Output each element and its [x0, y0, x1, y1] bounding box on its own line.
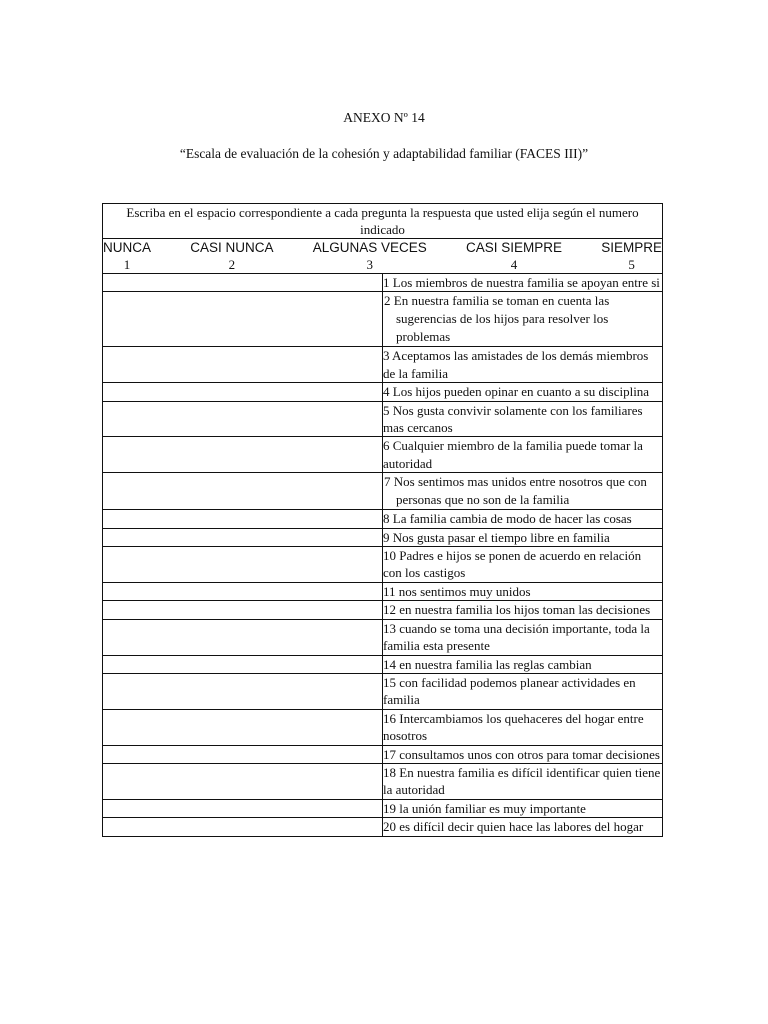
- answer-field[interactable]: [103, 473, 383, 510]
- faces-scale-table: [102, 203, 663, 837]
- response-options: [103, 239, 662, 273]
- answer-field[interactable]: [103, 547, 383, 583]
- item-text: 4 Los hijos pueden opinar en cuanto a su disciplina: [383, 383, 663, 401]
- item-text: 15 con facilidad podemos planear actividades en familia: [383, 673, 663, 709]
- item-text: 3 Aceptamos las amistades de los demás miembros de la familia: [383, 347, 663, 383]
- table-row: [103, 799, 663, 817]
- answer-field[interactable]: [103, 292, 383, 347]
- answer-field[interactable]: [103, 582, 383, 600]
- table-row: [103, 510, 663, 528]
- item-text: 14 en nuestra familia las reglas cambian: [383, 655, 663, 673]
- item-text: 18 En nuestra familia es difícil identificar quien tiene la autoridad: [383, 763, 663, 799]
- table-row: [103, 274, 663, 292]
- instructions-row: [103, 204, 663, 239]
- table-row: [103, 437, 663, 473]
- option-label: CASI SIEMPRE: [465, 240, 563, 255]
- answer-field[interactable]: [103, 528, 383, 546]
- answer-field[interactable]: [103, 709, 383, 745]
- table-row: [103, 655, 663, 673]
- table-row: [103, 401, 663, 437]
- option-label: SIEMPRE: [601, 240, 662, 255]
- answer-field[interactable]: [103, 745, 383, 763]
- answer-field[interactable]: [103, 601, 383, 619]
- option-value: 3: [366, 257, 373, 272]
- option-value: 4: [510, 257, 518, 272]
- answer-field[interactable]: [103, 383, 383, 401]
- item-text: 7 Nos sentimos mas unidos entre nosotros que con personas que no son de la familia: [383, 473, 663, 510]
- answer-field[interactable]: [103, 655, 383, 673]
- table-row: [103, 709, 663, 745]
- table-row: [103, 763, 663, 799]
- answer-field[interactable]: [103, 673, 383, 709]
- option-value: 2: [228, 257, 236, 272]
- answer-field[interactable]: [103, 799, 383, 817]
- option-label: ALGUNAS VECES: [312, 240, 427, 255]
- item-text: 1 Los miembros de nuestra familia se apoyan entre si: [383, 274, 663, 292]
- table-row: [103, 745, 663, 763]
- page-title: ANEXO Nº 14: [343, 110, 425, 125]
- item-text: 19 la unión familiar es muy importante: [383, 799, 663, 817]
- table-row: [103, 673, 663, 709]
- answer-field[interactable]: [103, 510, 383, 528]
- item-text: 17 consultamos unos con otros para tomar decisiones: [383, 745, 663, 763]
- item-text: 8 La familia cambia de modo de hacer las cosas: [383, 510, 663, 528]
- option-value: 5: [628, 257, 635, 272]
- instructions-text: Escriba en el espacio correspondiente a cada pregunta la respuesta que usted elija según el numero indicado: [103, 204, 663, 239]
- options-row: [103, 239, 663, 274]
- table-row: [103, 347, 663, 383]
- option-algunas-veces: [313, 239, 427, 273]
- table-row: [103, 601, 663, 619]
- page-subtitle: “Escala de evaluación de la cohesión y adaptabilidad familiar (FACES III)”: [179, 146, 589, 161]
- item-text: 10 Padres e hijos se ponen de acuerdo en relación con los castigos: [383, 547, 663, 583]
- option-casi-nunca: [190, 239, 273, 273]
- item-text: 13 cuando se toma una decisión importante, toda la familia esta presente: [383, 619, 663, 655]
- option-siempre: [601, 239, 662, 273]
- item-text: 2 En nuestra familia se toman en cuenta las sugerencias de los hijos para resolver los problemas: [383, 292, 663, 347]
- table-row: [103, 528, 663, 546]
- item-text: 20 es difícil decir quien hace las labores del hogar: [383, 818, 663, 836]
- item-text: 12 en nuestra familia los hijos toman las decisiones: [383, 601, 663, 619]
- table-row: [103, 619, 663, 655]
- option-nunca: [103, 239, 151, 273]
- table-row: [103, 473, 663, 510]
- item-text: 11 nos sentimos muy unidos: [383, 582, 663, 600]
- answer-field[interactable]: [103, 347, 383, 383]
- option-label: CASI NUNCA: [190, 240, 274, 255]
- table-row: [103, 818, 663, 836]
- answer-field[interactable]: [103, 437, 383, 473]
- answer-field[interactable]: [103, 818, 383, 836]
- option-casi-siempre: [466, 239, 562, 273]
- answer-field[interactable]: [103, 619, 383, 655]
- table-row: [103, 292, 663, 347]
- table-row: [103, 582, 663, 600]
- item-text: 9 Nos gusta pasar el tiempo libre en familia: [383, 528, 663, 546]
- item-text: 6 Cualquier miembro de la familia puede tomar la autoridad: [383, 437, 663, 473]
- item-text: 16 Intercambiamos los quehaceres del hogar entre nosotros: [383, 709, 663, 745]
- table-row: [103, 383, 663, 401]
- option-label: NUNCA: [103, 240, 152, 255]
- table-row: [103, 547, 663, 583]
- item-text: 5 Nos gusta convivir solamente con los familiares mas cercanos: [383, 401, 663, 437]
- answer-field[interactable]: [103, 763, 383, 799]
- answer-field[interactable]: [103, 274, 383, 292]
- option-value: 1: [123, 257, 131, 272]
- answer-field[interactable]: [103, 401, 383, 437]
